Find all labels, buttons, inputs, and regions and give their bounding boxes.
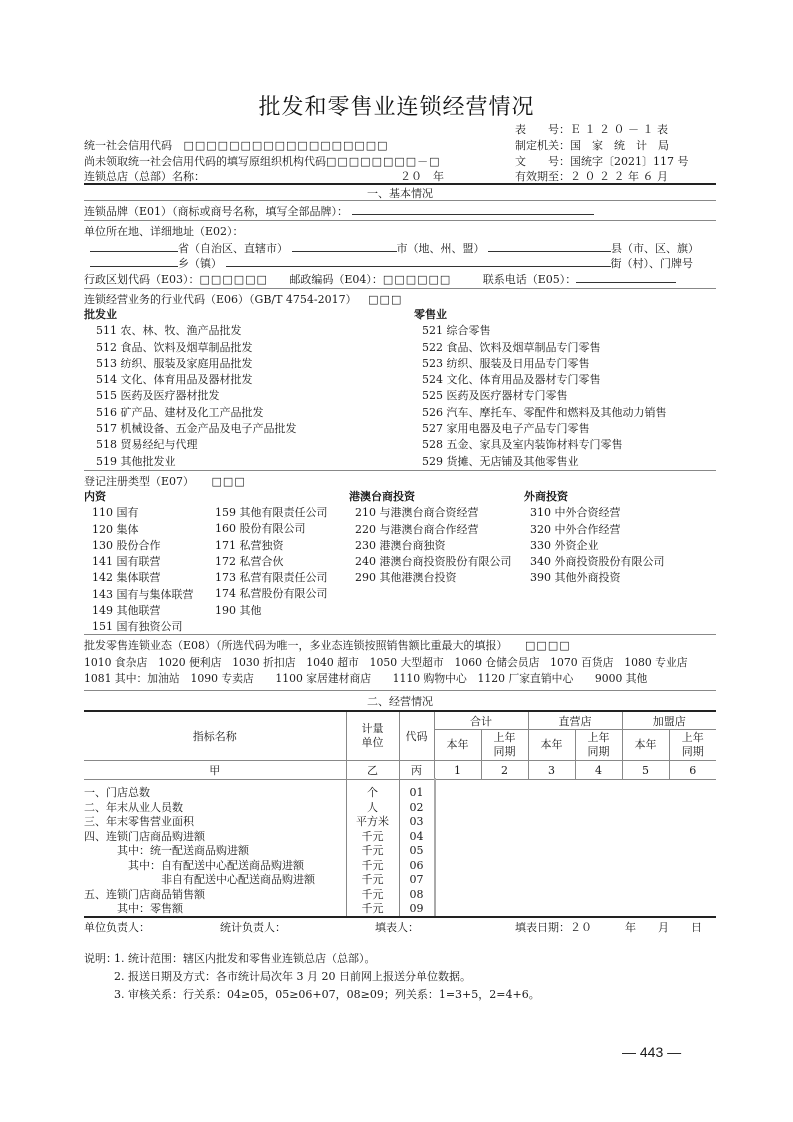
- list-item: 526 汽车、摩托车、零配件和燃料及其他动力销售: [422, 405, 667, 419]
- header-prior-year: 上年 同期: [669, 730, 716, 761]
- list-item: 141 国有联营: [92, 555, 161, 569]
- row-code: 01: [409, 786, 424, 799]
- list-item: 514 文化、体育用品及器材批发: [96, 373, 253, 387]
- note-item: 1. 统计范围：辖区内批发和零售业连锁总店（总部）。: [114, 952, 376, 965]
- note-item: 3. 审核关系：行关系：04≥05，05≥06+07，08≥09；列关系：1=3+5，2=4+6。: [114, 988, 540, 1001]
- list-item: 330 外资企业: [530, 538, 599, 552]
- table-row: [84, 844, 716, 859]
- section2-title: 二、经营情况: [367, 695, 433, 708]
- registration-label: 登记注册类型（E07）: [84, 475, 195, 488]
- postal-code-label: 邮政编码（E04）：: [289, 273, 383, 286]
- row-name: 非自有配送中心配送商品购进额: [84, 873, 315, 886]
- list-item: 390 其他外商投资: [530, 571, 621, 585]
- row-name: 一、门店总数: [84, 786, 150, 799]
- seq-cell: 5: [622, 761, 669, 780]
- admin-code-boxes[interactable]: □□□□□□: [199, 273, 268, 286]
- form-number-value: Ｅ １ ２ ０ － １ 表: [570, 123, 668, 136]
- filler-label: 填表人：: [375, 921, 419, 934]
- list-item: 143 国有与集体联营: [92, 587, 194, 601]
- org-code-boxes[interactable]: □□□□□□□□－□: [326, 155, 441, 168]
- org-code-label: 尚未领取统一社会信用代码的填写原组织机构代码: [84, 155, 326, 168]
- table-row: [84, 801, 716, 816]
- hq-name-label: 连锁总店（总部）名称：: [84, 170, 205, 183]
- row-name: 五、连锁门店商品销售额: [84, 887, 205, 901]
- list-item: 120 集体: [92, 522, 139, 536]
- street-label: 街（村）、门牌号: [610, 257, 693, 270]
- row-code: 04: [409, 829, 424, 843]
- doc-number-row: [515, 154, 689, 169]
- list-item: 149 其他联营: [92, 604, 161, 618]
- list-item: 528 五金、家具及室内装饰材料专门零售: [422, 438, 623, 452]
- county-field[interactable]: [488, 240, 611, 252]
- list-item: 521 综合零售: [422, 324, 491, 338]
- list-item: 340 外商投资股份有限公司: [530, 555, 665, 569]
- town-label: 乡（镇）: [178, 257, 222, 270]
- list-item: 142 集体联营: [92, 571, 161, 585]
- header-group-franchise: 加盟店: [622, 712, 716, 730]
- unit-head-label: 单位负责人：: [84, 921, 150, 934]
- province-field[interactable]: [90, 240, 178, 252]
- report-year: ２０ 年: [400, 170, 444, 183]
- seq-cell: 甲: [84, 761, 346, 780]
- hmt-heading: 港澳台商投资: [349, 490, 415, 503]
- credit-code-row: [84, 138, 389, 153]
- divider: [84, 200, 716, 201]
- foreign-heading: 外商投资: [524, 490, 568, 503]
- authority-label: 制定机关：: [515, 139, 570, 152]
- table-rows: [84, 786, 716, 917]
- list-item: 110 国有: [92, 506, 139, 520]
- seq-cell: 4: [575, 761, 622, 780]
- address-label: 单位所在地、详细地址（E02）：: [84, 225, 244, 238]
- row-unit: 千元: [361, 858, 384, 872]
- address-row-2: [84, 255, 693, 271]
- credit-code-label: 统一社会信用代码: [84, 139, 172, 152]
- format-options-1: 1010 食杂店 1020 便利店 1030 折扣店 1040 超市 1050 大型超市 1060 仓储会员店 1070 百货店 1080 专业店: [84, 656, 688, 669]
- table-row: [84, 888, 716, 903]
- row-name: 其中：自有配送中心配送商品购进额: [84, 858, 304, 872]
- industry-code-label: 连锁经营业务的行业代码（E06）（GB/T 4754-2017）: [84, 293, 357, 306]
- brand-row: [84, 203, 594, 219]
- list-item: 512 食品、饮料及烟草制品批发: [96, 340, 253, 354]
- list-item: 174 私营股份有限公司: [215, 587, 328, 601]
- foreign-list: [524, 489, 665, 587]
- seq-cell: 2: [481, 761, 528, 780]
- table-row: [84, 786, 716, 801]
- seq-cell: 丙: [399, 761, 434, 780]
- wholesale-heading: 批发业: [84, 308, 117, 321]
- divider: [84, 220, 716, 221]
- admin-code-label: 行政区划代码（E03）：: [84, 273, 200, 286]
- list-item: 220 与港澳台商合作经营: [355, 522, 479, 536]
- city-label: 市（地、州、盟）: [396, 242, 485, 255]
- valid-until-value: ２ ０ ２ ２ 年 ６ 月: [570, 170, 668, 183]
- table-row: [84, 873, 716, 888]
- row-name: 四、连锁门店商品购进额: [84, 829, 205, 843]
- list-item: 518 贸易经纪与代理: [96, 438, 198, 452]
- org-code-row: [84, 154, 441, 169]
- header-current-year: 本年: [434, 730, 481, 761]
- domestic-list-2: [215, 505, 328, 619]
- seq-cell: 1: [434, 761, 481, 780]
- divider: [84, 634, 716, 635]
- header-unit: 计量 单位: [346, 712, 399, 761]
- list-item: 172 私营合伙: [215, 554, 284, 568]
- valid-until-row: [515, 169, 668, 184]
- valid-until-label: 有效期至：: [515, 170, 570, 183]
- registration-row: [84, 474, 246, 489]
- form-number-label: 表 号：: [515, 123, 570, 136]
- divider: [84, 470, 716, 471]
- brand-label: 连锁品牌（E01）（商标或商号名称，填写全部品牌）：: [84, 205, 349, 218]
- header-current-year: 本年: [528, 730, 575, 761]
- street-field[interactable]: [226, 255, 611, 267]
- list-item: 519 其他批发业: [96, 454, 176, 468]
- list-item: 524 文化、体育用品及器材专门零售: [422, 373, 601, 387]
- note-item: 2. 报送日期及方式：各市统计局次年 3 月 20 日前网上报送分单位数据。: [114, 970, 471, 983]
- list-item: 173 私营有限责任公司: [215, 571, 328, 585]
- table-row: [84, 830, 716, 845]
- codes-row: [84, 271, 676, 287]
- list-item: 515 医药及医疗器材批发: [96, 389, 220, 403]
- table-bottom-border: [84, 916, 716, 918]
- credit-code-boxes[interactable]: □□□□□□□□□□□□□□□□□□: [183, 139, 389, 152]
- format-row: [84, 638, 571, 653]
- fill-date-label: 填表日期：２０ 年 月 日: [515, 921, 702, 934]
- list-item: 151 国有独资公司: [92, 620, 183, 634]
- row-unit: 千元: [361, 873, 384, 886]
- list-item: 517 机械设备、五金产品及电子产品批发: [96, 422, 297, 436]
- list-item: 230 港澳台商独资: [355, 538, 446, 552]
- row-unit: 人: [367, 800, 378, 814]
- header-code: 代码: [399, 712, 434, 761]
- list-item: 290 其他港澳台投资: [355, 571, 457, 585]
- row-unit: 千元: [361, 902, 384, 915]
- format-label: 批发零售连锁业态（E08）（所选代码为唯一，多业态连锁按照销售额比重最大的填报）: [84, 639, 508, 652]
- form-title: 批发和零售业连锁经营情况: [258, 95, 535, 120]
- row-code: 08: [409, 887, 424, 901]
- row-code: 06: [409, 858, 424, 872]
- stat-head-label: 统计负责人：: [220, 921, 286, 934]
- authority-row: [515, 138, 669, 153]
- list-item: 171 私营独资: [215, 538, 284, 552]
- page-number: — 443 —: [622, 1044, 682, 1060]
- divider: [84, 288, 716, 289]
- list-item: 522 食品、饮料及烟草制品专门零售: [422, 340, 601, 354]
- row-name: 其中：统一配送商品购进额: [84, 844, 249, 857]
- row-code: 03: [409, 815, 424, 828]
- row-unit: 千元: [361, 829, 384, 843]
- row-unit: 千元: [361, 844, 384, 857]
- header-prior-year: 上年 同期: [481, 730, 528, 761]
- phone-field[interactable]: [576, 271, 676, 283]
- town-field[interactable]: [90, 255, 178, 267]
- domestic-list-1: [84, 489, 194, 636]
- retail-list: [414, 307, 667, 470]
- list-item: 529 货摊、无店铺及其他零售业: [422, 454, 579, 468]
- city-field[interactable]: [292, 240, 397, 252]
- row-unit: 千元: [361, 887, 384, 901]
- table-row: [84, 859, 716, 874]
- doc-number-label: 文 号：: [515, 155, 570, 168]
- industry-code-boxes[interactable]: □□□: [368, 293, 403, 306]
- list-item: 210 与港澳台商合资经营: [355, 506, 479, 520]
- table-row: [84, 902, 716, 917]
- divider: [84, 690, 716, 691]
- header-group-total: 合计: [434, 712, 528, 730]
- list-item: 240 港澳台商投资股份有限公司: [355, 555, 512, 569]
- list-item: 516 矿产品、建材及化工产品批发: [96, 405, 264, 419]
- table-body: [84, 778, 716, 916]
- address-row-1: [84, 240, 699, 256]
- phone-label: 联系电话（E05）：: [482, 273, 577, 286]
- format-boxes[interactable]: □□□□: [525, 639, 571, 652]
- province-label: 省（自治区、直辖市）: [178, 242, 288, 255]
- table-row: [84, 815, 716, 830]
- list-item: 159 其他有限责任公司: [215, 506, 328, 519]
- list-item: 523 纺织、服装及日用品专门零售: [422, 356, 590, 370]
- seq-cell: 乙: [346, 761, 399, 780]
- row-code: 05: [409, 844, 424, 857]
- registration-boxes[interactable]: □□□: [211, 475, 246, 488]
- retail-heading: 零售业: [414, 308, 447, 321]
- header-current-year: 本年: [622, 730, 669, 761]
- hmt-list: [349, 489, 512, 587]
- postal-code-boxes[interactable]: □□□□□□: [382, 273, 452, 286]
- list-item: 160 股份有限公司: [215, 522, 306, 536]
- header-group-direct: 直营店: [528, 712, 622, 730]
- list-item: 310 中外合资经营: [530, 506, 621, 520]
- format-options-2: 1081 其中：加油站 1090 专卖店 1100 家居建材商店 1110 购物中心 1120 厂家直销中心 9000 其他: [84, 672, 648, 685]
- row-name: 其中：零售额: [84, 902, 183, 915]
- wholesale-list: [84, 307, 297, 470]
- seq-cell: 3: [528, 761, 575, 780]
- header-indicator: 指标名称: [84, 712, 346, 761]
- seq-cell: 6: [669, 761, 716, 780]
- list-item: 513 纺织、服装及家庭用品批发: [96, 356, 253, 370]
- row-name: 三、年末零售营业面积: [84, 815, 194, 828]
- list-item: 527 家用电器及电子产品专门零售: [422, 422, 590, 436]
- row-code: 02: [409, 800, 424, 814]
- list-item: 511 农、林、牧、渔产品批发: [96, 324, 242, 338]
- header-prior-year: 上年 同期: [575, 730, 622, 761]
- notes-label: 说明：: [84, 952, 117, 965]
- doc-number-value: 国统字〔2021〕117 号: [570, 155, 689, 168]
- list-item: 130 股份合作: [92, 538, 161, 552]
- row-code: 07: [409, 873, 424, 886]
- county-label: 县（市、区、旗）: [611, 242, 699, 255]
- row-name: 二、年末从业人员数: [84, 800, 183, 814]
- domestic-heading: 内资: [84, 490, 106, 503]
- industry-code-row: [84, 292, 402, 307]
- row-unit: 个: [367, 786, 378, 799]
- row-unit: 平方米: [356, 815, 389, 828]
- list-item: 190 其他: [215, 603, 262, 617]
- section1-title: 一、基本情况: [367, 187, 433, 200]
- list-item: 320 中外合作经营: [530, 522, 621, 536]
- authority-value: 国 家 统 计 局: [570, 139, 669, 152]
- row-code: 09: [409, 902, 424, 915]
- list-item: 525 医药及医疗器材专门零售: [422, 389, 568, 403]
- brand-field[interactable]: [352, 203, 594, 215]
- operations-table: [84, 712, 716, 780]
- form-number-row: [515, 122, 668, 137]
